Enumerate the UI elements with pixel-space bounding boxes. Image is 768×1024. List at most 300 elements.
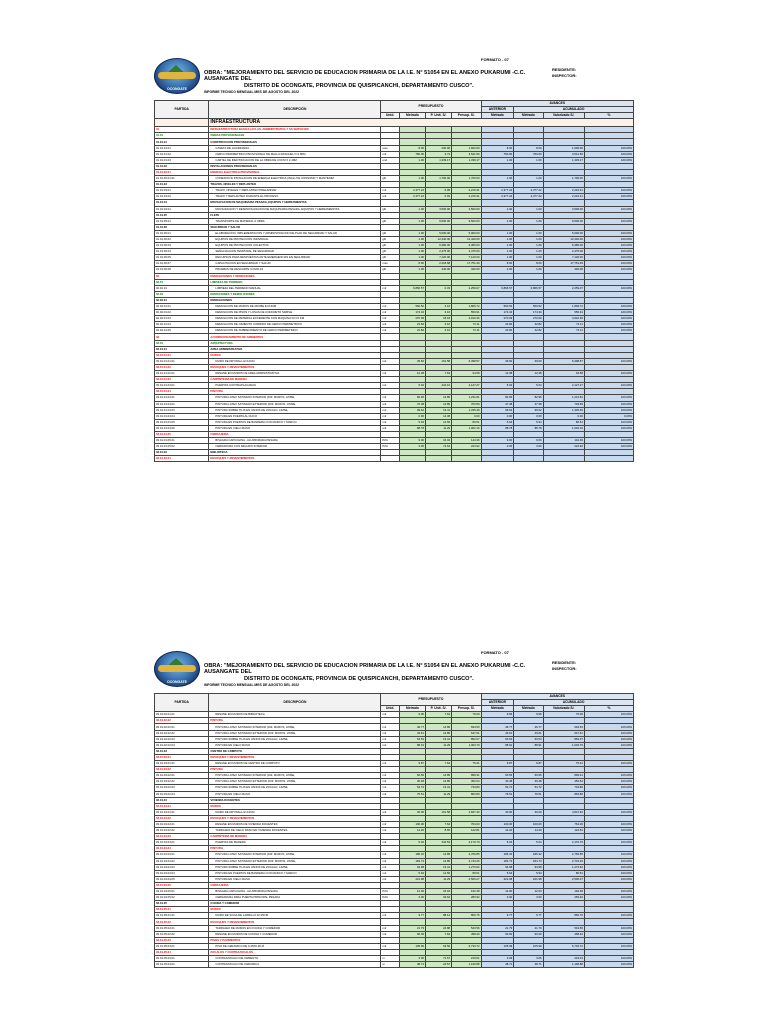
cell-metrado: 88.78	[399, 425, 425, 431]
cell-unit: m	[381, 962, 400, 968]
cell-code: 03.01.04.03.01	[155, 840, 209, 846]
cell-unit-price: 3,500.00	[426, 206, 452, 212]
cell-acum-metrado: 88.78	[514, 425, 543, 431]
cell-unit: PZA	[381, 438, 400, 444]
cell-prev-metrado: 9.96	[481, 712, 514, 718]
cell-code: 03.01.04.05.02	[155, 895, 209, 901]
cell-acum-metrado: 105.99	[514, 943, 543, 949]
cell-code: 02	[155, 273, 209, 279]
cell-description: PINTURA LATEX SATINADO INTERIOR (033: MUROS, LIMSE,	[209, 773, 381, 779]
cell-description: OBRAS PROVISIONALES	[209, 133, 381, 139]
cell-code: 03.01.02.02	[155, 718, 209, 724]
cell-description: TRAZO Y REPLANTEO DURANTE EL PROCESO	[209, 194, 381, 200]
cell-prev-metrado: 184.73	[481, 858, 514, 864]
cell-valorizado: 76.09	[543, 712, 584, 718]
cell-code: 03.01.01.04.02	[155, 401, 209, 407]
cell-description: PINTURA SOBRE TILIS EN VANOS DE ZOCALO, LIMSE,	[209, 736, 381, 742]
cell-percent: 0.00%	[584, 413, 633, 419]
cell-budget: 733.80	[452, 785, 481, 791]
cell-prev-metrado: 3.06	[481, 956, 514, 962]
cell-unit-price: 0.33	[426, 285, 452, 291]
cell-code: 03.01.04.04.05	[155, 876, 209, 882]
cell-description: INSTALACIONES PROVISIONALES	[209, 163, 381, 169]
cell-unit-price: 3.16	[426, 304, 452, 310]
cell-acum-metrado: 750.00	[514, 151, 543, 157]
cell-unit-price: 7.64	[426, 821, 452, 827]
cell-code: 03.01.05	[155, 901, 209, 907]
cell-code: 01.01.06.08	[155, 267, 209, 273]
cell-acum-metrado: 270.09	[514, 316, 543, 322]
cell-unit-price: 74.64	[426, 444, 452, 450]
cell-metrado: 560.52	[399, 304, 425, 310]
cell-description: PINTURA SOBRE TILIS EN VANOS DE ZOCALO, LIMSE,	[209, 407, 381, 413]
cell-unit: und	[381, 157, 400, 163]
cell-budget: 5,000.00	[452, 230, 481, 236]
cell-percent: 100.00%	[584, 779, 633, 785]
cell-metrado: 48.71	[399, 962, 425, 968]
cell-unit-price: 7.64	[426, 371, 452, 377]
cell-description: PINTURA	[209, 846, 381, 852]
cell-acum-metrado: 5.94	[514, 870, 543, 876]
cell-description: PINTURA EN PUERTA AL DUCO	[209, 413, 381, 419]
cell-metrado: 1.00	[399, 267, 425, 273]
cell-unit: glb	[381, 267, 400, 273]
cell-percent: 100.00%	[584, 383, 633, 389]
cell-acum-metrado: 47.38	[514, 401, 543, 407]
cell-valorizado: 852.07	[543, 736, 584, 742]
cell-unit-price: 14.56	[426, 870, 452, 876]
cell-description: CONSTRUCCION PROVISIONALES	[209, 139, 381, 145]
col-presupuesto: PRESUPUESTO	[381, 101, 481, 113]
cell-budget: 219.01	[452, 956, 481, 962]
cell-budget: 1,339.17	[452, 157, 481, 163]
cell-budget: 703.59	[452, 401, 481, 407]
cell-acum-metrado: 5.04	[514, 840, 543, 846]
cell-acum-metrado: 1.00	[514, 236, 543, 242]
cell-unit: m2	[381, 773, 400, 779]
cell-prev-metrado: 9.00	[481, 438, 514, 444]
cell-prev-metrado: 21.79	[481, 925, 514, 931]
cell-code: 03.01.01.05	[155, 431, 209, 437]
cell-code: 01	[155, 127, 209, 133]
cell-prev-metrado: 30.00	[481, 809, 514, 815]
cell-percent: 100.00%	[584, 773, 633, 779]
cell-prev-metrado: 560.52	[481, 304, 514, 310]
cell-description: SEGURIDAD Y SALUD	[209, 224, 381, 230]
cell-description: PINTURA	[209, 718, 381, 724]
cell-unit-price: 161.58	[426, 358, 452, 364]
cell-metrado: 22.82	[399, 322, 425, 328]
cell-valorizado: 17,751.39	[543, 261, 584, 267]
cell-percent: 100.00%	[584, 285, 633, 291]
cell-prev-metrado: 6,866.57	[481, 285, 514, 291]
cell-budget: 72.11	[452, 328, 481, 334]
cell-prev-metrado: 94.98	[481, 864, 514, 870]
cell-prev-metrado: 30.48	[481, 779, 514, 785]
cell-unit-price: 2,475.00	[426, 249, 452, 255]
cell-code: 01.01.05.01	[155, 218, 209, 224]
cell-budget: 647.61	[452, 730, 481, 736]
format-label: FORMATO - 07	[481, 57, 509, 62]
cell-prev-metrado: 1.00	[481, 218, 514, 224]
cell-acum-metrado: 22.82	[514, 322, 543, 328]
cell-prev-metrado: 76.51	[481, 791, 514, 797]
cell-valorizado: 219.01	[543, 956, 584, 962]
cell-metrado: 88.91	[399, 742, 425, 748]
cell-metrado: 3.06	[399, 956, 425, 962]
cell-code: 01.01.03.01	[155, 188, 209, 194]
col-metrado-acum: Metrado	[514, 706, 543, 712]
cell-unit-price: 14.85	[426, 858, 452, 864]
cell-description: CERRADURA CON SEGURO INTERIOR	[209, 444, 381, 450]
col-pct: %	[584, 706, 633, 712]
cell-unit: m2	[381, 931, 400, 937]
cell-code: 03.01.03.01	[155, 754, 209, 760]
cell-code: 03.01.04.04.02	[155, 858, 209, 864]
cell-unit: m2	[381, 383, 400, 389]
cell-code: 03.01.04.04.01	[155, 852, 209, 858]
cell-description: CARPINTERIA DE MADERA	[209, 377, 381, 383]
section-row	[155, 456, 634, 462]
cell-prev-metrado: 2,377.22	[481, 188, 514, 194]
cell-metrado: 94.98	[399, 864, 425, 870]
cell-unit: glb	[381, 218, 400, 224]
cell-metrado: 9.87	[399, 761, 425, 767]
cell-metrado: 2,377.22	[399, 194, 425, 200]
cell-acum-metrado	[514, 456, 543, 462]
cell-budget: 860.76	[452, 913, 481, 919]
cell-unit-price: 440.00	[426, 267, 452, 273]
cell-prev-metrado: 9.87	[481, 761, 514, 767]
cell-unit: m2	[381, 821, 400, 827]
cell-budget: 0.00	[452, 413, 481, 419]
cell-code: 03.01.05.03	[155, 937, 209, 943]
cell-unit: m2	[381, 407, 400, 413]
cell-description: LIMPIEZA DEL TERRENO MANUAL	[209, 285, 381, 291]
cell-code: 01.01.06.07	[155, 261, 209, 267]
cell-acum-metrado: 9.96	[514, 712, 543, 718]
cell-unit: m2	[381, 358, 400, 364]
col-avances: AVANCES	[481, 101, 633, 107]
cell-unit-price: 94.64	[426, 895, 452, 901]
cell-unit-price: 11.29	[426, 425, 452, 431]
cell-budget: 86.51	[452, 419, 481, 425]
cell-acum-metrado: 174.34	[514, 310, 543, 316]
cell-acum-metrado: 3.06	[514, 956, 543, 962]
cell-prev-metrado: 88.91	[481, 742, 514, 748]
cell-code: 03.01.05.04.01	[155, 956, 209, 962]
cell-metrado: 82.96	[399, 395, 425, 401]
cell-prev-metrado: 3.00	[481, 895, 514, 901]
cell-code: 03.01.05.04.02	[155, 962, 209, 968]
col-descripcion: DESCRIPCIÓN	[209, 101, 381, 119]
cell-unit: m2	[381, 413, 400, 419]
cell-budget: 452.64	[452, 779, 481, 785]
cell-unit-price: 3.16	[426, 328, 452, 334]
cell-unit-price: 7,120.00	[426, 255, 452, 261]
cell-unit: m2	[381, 151, 400, 157]
cell-description: CASETA DE GUARDIANIA	[209, 145, 381, 151]
section-title: INFRAESTRUCTURA	[209, 119, 634, 127]
cell-acum-metrado: 186.32	[514, 852, 543, 858]
cell-code: 03.01.02.02.04	[155, 742, 209, 748]
cell-valorizado: 72.11	[543, 322, 584, 328]
cell-percent: 100.00%	[584, 316, 633, 322]
report-subtitle: INFORME TECNICO MENSUAL MES DE AGOSTO DEL 2022	[204, 90, 300, 94]
cell-valorizado: 2,743.26	[543, 858, 584, 864]
cell-code: 01.01.02.01.01	[155, 176, 209, 182]
cell-description: EQUIPOS DE PROTECCION COLECTIVA	[209, 243, 381, 249]
cell-code: 01.01.01.02	[155, 151, 209, 157]
cell-description: MOVILIZACION Y DESMOVILIZACION DE MAQUINARIA PESADA, EQUIPOS Y HERRAMIENTAS	[209, 206, 381, 212]
cell-prev-metrado: 5.94	[481, 870, 514, 876]
cell-prev-metrado: 1.00	[481, 249, 514, 255]
cell-acum-metrado: 9.00	[514, 438, 543, 444]
cell-code: 02.01	[155, 279, 209, 285]
col-metrado-ant: Metrado	[481, 706, 514, 712]
cell-prev-metrado: 1.00	[481, 157, 514, 163]
cell-description: CERRAJERIA	[209, 431, 381, 437]
format-label: FORMATO - 07	[481, 650, 509, 655]
cell-percent: 100.00%	[584, 249, 633, 255]
cell-metrado: 8.00	[399, 261, 425, 267]
cell-budget: 1,196.88	[452, 962, 481, 968]
cell-unit: m2	[381, 925, 400, 931]
cell-prev-metrado: 5.94	[481, 419, 514, 425]
cell-prev-metrado: 1.00	[481, 236, 514, 242]
cell-code: 03.01.04.04	[155, 846, 209, 852]
cell-valorizado: 2,259.07	[543, 285, 584, 291]
cell-metrado: 3.00	[399, 895, 425, 901]
cell-percent: 100.00%	[584, 444, 633, 450]
cell-metrado	[399, 456, 425, 462]
cell-code: 03.01.01.04	[155, 389, 209, 395]
cell-description: MURO DE SOGA DE LADRILLO E=15CM	[209, 913, 381, 919]
cell-unit-price: 6,380.00	[426, 243, 452, 249]
cell-acum-metrado: 12.38	[514, 371, 543, 377]
cell-code: 01.01.06.05	[155, 255, 209, 261]
cell-description: PINTURA	[209, 767, 381, 773]
inspector-label: INSPECTOR:	[552, 73, 577, 78]
cell-percent: 100.00%	[584, 438, 633, 444]
cell-unit: m2	[381, 761, 400, 767]
cell-valorizado: 75.41	[543, 761, 584, 767]
cell-unit-price: 14.38	[426, 413, 452, 419]
cell-metrado: 3.00	[399, 444, 425, 450]
cell-code: 03.01.01.03	[155, 377, 209, 383]
cell-unit: PZA	[381, 889, 400, 895]
cell-description: REVOQUES Y REVESTIMIENTOS	[209, 815, 381, 821]
cell-prev-metrado: 60.00	[481, 931, 514, 937]
cell-unit-price: 11.29	[426, 876, 452, 882]
col-acumulado: ACUMULADO	[514, 107, 634, 113]
cell-code: 01.01	[155, 133, 209, 139]
cell-budget: 1,335.49	[452, 407, 481, 413]
cell-acum-metrado: 1.00	[514, 206, 543, 212]
cell-metrado: 8.00	[399, 145, 425, 151]
col-avances: AVANCES	[481, 694, 633, 700]
cell-metrado: 184.73	[399, 858, 425, 864]
cell-metrado: 0.00	[399, 413, 425, 419]
cell-prev-metrado: 63.54	[481, 736, 514, 742]
cell-valorizado: 1,231.81	[543, 395, 584, 401]
cell-description: RESANE EN MUROS DE VIVIENDA DOCENTES	[209, 821, 381, 827]
cell-acum-metrado: 43.61	[514, 730, 543, 736]
cell-valorizado: 4,847.40	[543, 809, 584, 815]
cell-prev-metrado: 270.09	[481, 316, 514, 322]
cell-metrado: 6,866.57	[399, 285, 425, 291]
cell-budget: 2,170.79	[452, 840, 481, 846]
cell-percent: 100.00%	[584, 724, 633, 730]
cell-acum-metrado: 8.00	[514, 261, 543, 267]
cell-metrado: 43.61	[399, 730, 425, 736]
cell-code: 03.01.01.04.05	[155, 419, 209, 425]
col-descripcion: DESCRIPCIÓN	[209, 694, 381, 712]
cell-budget: 144.36	[452, 438, 481, 444]
cell-percent: 100.00%	[584, 230, 633, 236]
cell-valorizado: 3,500.00	[543, 206, 584, 212]
cell-valorizado: 1,002.16	[543, 425, 584, 431]
cell-budget: 12,440.00	[452, 236, 481, 242]
cell-metrado: 22.82	[399, 328, 425, 334]
cell-budget: 76.09	[452, 712, 481, 718]
cell-percent: 100.00%	[584, 943, 633, 949]
cell-code: 03.01.04.02	[155, 815, 209, 821]
cell-metrado: 1.00	[399, 176, 425, 182]
cell-percent: 100.00%	[584, 791, 633, 797]
cell-budget: 2,766.85	[452, 852, 481, 858]
cell-metrado: 9.77	[399, 913, 425, 919]
cell-valorizado: 452.64	[543, 779, 584, 785]
cell-percent: 100.00%	[584, 876, 633, 882]
cell-percent: 100.00%	[584, 243, 633, 249]
cell-metrado: 60.00	[399, 931, 425, 937]
cell-valorizado: 860.76	[543, 913, 584, 919]
cell-description: PINTURA LATEX SATINADO INTERIOR (033: MUROS, LIMSE,	[209, 395, 381, 401]
cell-unit-price: 161.58	[426, 809, 452, 815]
cell-prev-metrado: 1.00	[481, 176, 514, 182]
cell-code: 03.01.01	[155, 346, 209, 352]
cell-valorizado: 223.92	[543, 444, 584, 450]
cell-description: PINTURA LATEX SATINADO EXTERIOR (033: MUROS, LIMSE,	[209, 401, 381, 407]
cell-description: VIVIENDA DOCENTES	[209, 797, 381, 803]
cell-percent: 100.00%	[584, 785, 633, 791]
table-row	[155, 962, 634, 968]
cell-code: 03.01.01.02	[155, 364, 209, 370]
cell-unit: m2	[381, 876, 400, 882]
cell-unit-price: 63.56	[426, 943, 452, 949]
cell-percent: 100.00%	[584, 395, 633, 401]
cell-unit: mes	[381, 145, 400, 151]
cell-code: 02.01.01	[155, 285, 209, 291]
cell-acum-metrado: 184.73	[514, 858, 543, 864]
cell-description: CERRAJERIA	[209, 882, 381, 888]
cell-unit-price: 4.72	[426, 151, 452, 157]
budget-table	[154, 693, 634, 968]
cell-valorizado: 2,216.41	[543, 188, 584, 194]
cell-unit: m3	[381, 316, 400, 322]
cell-metrado: 2,377.22	[399, 188, 425, 194]
cell-valorizado: 7,120.00	[543, 255, 584, 261]
cell-metrado: 750.00	[399, 151, 425, 157]
cell-valorizado: 283.92	[543, 895, 584, 901]
cell-valorizado: 144.36	[543, 438, 584, 444]
cell-valorizado: 694.53	[543, 724, 584, 730]
cell-description: PINTURA EN CIELO RASO	[209, 425, 381, 431]
cell-percent: 100.00%	[584, 419, 633, 425]
cell-unit: glb	[381, 206, 400, 212]
cell-metrado: 1.00	[399, 255, 425, 261]
cell-description: DEMOLICION DE CIMIENTO CORRIDO DE CERCO PERIMETRICO	[209, 322, 381, 328]
cell-description: RESANE EN MUROS DE AREA ADMINISTRATIVA	[209, 371, 381, 377]
report-page-2	[154, 643, 634, 968]
cell-valorizado: 863.80	[543, 791, 584, 797]
cell-metrado: 60.56	[399, 773, 425, 779]
cell-valorizado: 440.00	[543, 267, 584, 273]
municipality-logo: OCONGATE	[154, 58, 200, 94]
cell-percent: 100.00%	[584, 828, 633, 834]
cell-prev-metrado: 8.00	[481, 145, 514, 151]
table-body	[155, 712, 634, 968]
cell-code: 03.01.05.03.01	[155, 943, 209, 949]
project-title: OBRA: "MEJORAMIENTO DEL SERVICIO DE EDUCACION PRIMARIA DE LA I.E. N° 51054 EN EL ANEXO PUKARUMI -C.C. AUSANGATE DEL DISTRITO DE OCONGATE, PROVINCIA DE QUISPICANCHI, DEPARTAMENTO CUSCO".	[204, 663, 526, 682]
col-presupuesto: PRESUPUESTO	[381, 694, 481, 706]
cell-code: 03.01.04.03	[155, 834, 209, 840]
cell-unit: m2	[381, 943, 400, 949]
cell-acum-metrado: 221.98	[514, 876, 543, 882]
cell-unit: glb	[381, 249, 400, 255]
cell-prev-metrado: 43.61	[481, 730, 514, 736]
cell-code: 03.01.01.04.03	[155, 407, 209, 413]
cell-metrado: 46.77	[399, 724, 425, 730]
cell-percent: 100.00%	[584, 962, 633, 968]
cell-description: DEMOLICION DE MATERIAL EXCEDENTE CON MAQUINA D=1.5 KM	[209, 316, 381, 322]
cell-budget: 543.56	[452, 925, 481, 931]
cell-code: 03.01.03.02.03	[155, 785, 209, 791]
cell-acum-metrado: 560.52	[514, 304, 543, 310]
cell-prev-metrado: 12.38	[481, 371, 514, 377]
cell-prev-metrado: 186.32	[481, 852, 514, 858]
cell-code: 03.01.05.04	[155, 949, 209, 955]
cell-unit: m2	[381, 730, 400, 736]
cell-unit: m2	[381, 785, 400, 791]
cell-valorizado: 2,170.79	[543, 840, 584, 846]
cell-acum-metrado: 1.00	[514, 218, 543, 224]
cell-budget: 2,127.27	[452, 383, 481, 389]
cell-acum-metrado: 1.00	[514, 267, 543, 273]
cell-description: PUERTAS CONTRAPLACADAS	[209, 383, 381, 389]
cell-metrado: 1.00	[399, 230, 425, 236]
cell-budget: 2,506.27	[452, 876, 481, 882]
cell-unit: glb	[381, 255, 400, 261]
cell-metrado: 270.09	[399, 316, 425, 322]
cell-unit: m2	[381, 712, 400, 718]
cell-acum-metrado: 1.00	[514, 243, 543, 249]
cell-code: 03.01.03.02.02	[155, 779, 209, 785]
cell-unit-price: 14.85	[426, 773, 452, 779]
cell-description: PINTURA EN PUERTAS DE BANDERA CON MARCO Y MARCO	[209, 419, 381, 425]
cell-budget: 852.07	[452, 736, 481, 742]
cell-unit: m2	[381, 322, 400, 328]
cell-budget: 17,751.39	[452, 261, 481, 267]
cell-description: TRAZOS, NIVELES Y REPLANTEO	[209, 182, 381, 188]
cell-description: ARQUITECTURA	[209, 340, 381, 346]
cell-unit-price: 334.53	[426, 840, 452, 846]
cell-acum-metrado: 5.94	[514, 419, 543, 425]
cell-description: CONTRAZOCALO DE CEMENTO	[209, 956, 381, 962]
project-title: OBRA: "MEJORAMIENTO DEL SERVICIO DE EDUCACION PRIMARIA DE LA I.E. N° 51054 EN EL ANEXO PUKARUMI -C.C. AUSANGATE DEL DISTRITO DE OCONGATE, PROVINCIA DE QUISPICANCHI, DEPARTAMENTO CUSCO".	[204, 70, 526, 89]
cell-description: PINTURA LATEX SATINADO EXTERIOR (033: MUROS, LIMSE,	[209, 779, 381, 785]
